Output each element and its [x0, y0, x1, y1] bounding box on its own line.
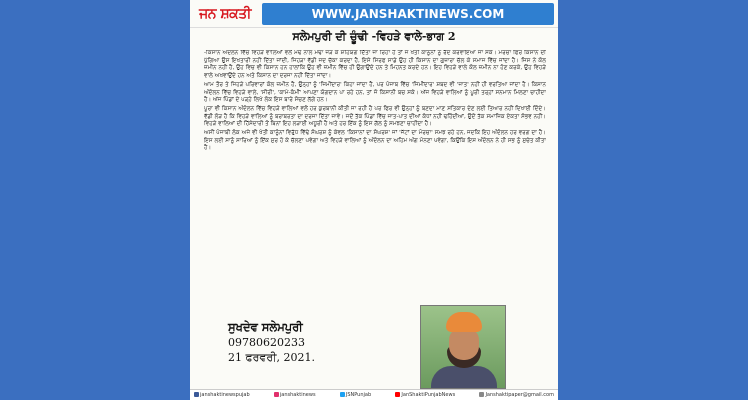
masthead: [190, 0, 558, 28]
article-paragraph: -ਕਿਸਾਨ ਅੰਦੋਲਨ ਵਿੱਚ ਵਿਹੜੇ ਵਾਲਿਆਂ ਵਲੋਂ ਮੋਢੇ ਨਾਲ ਮੋਢਾ ਜੋੜ ਕੇ ਸ਼ਹਿਯੋਗ ਦਿੱਤਾ ਜਾ ਰਿਹਾ ਹੈ ਤਾਂ ਜੋ ਖੇਤੀ ਕਾਨੂੰਨਾਂ ਨੂੰ ਰੱਦ ਕਰਵਾਇਆ ਜਾ ਸਕੇ। ਮੋਰਚਾ ਫਿਰ ਕਿਸਾਨ ਦੀ ਪੁੱਗਿਆ ਉਸ ਇਖਤਾਰੀ ਨਹੀਂ ਦਿੱਤਾ ਜਾਂਦੀ, ਜਿਹੜਾ ਵੱਡੀ ਜਦ ਚੱਕਾ ਕਰਦਾ ਹੈ, ਇਸੇ ਸਿਰਫ ਸਾਡੇ ਉਹ ਹੀ ਕਿਸਾਨ ਦਾ ਗੁਜ਼ਾਰਾ ਚੱਲ ਕੇ ਸਮਾਜ ਵਿੱਚ ਜਾਂਦਾ ਹੈ। ਜਿਸ ਨੇ ਕੋਲ ਜ਼ਮੀਨ ਨਹੀਂ ਹੈ, ਉਹ ਵਿਚ ਵੀ ਕਿਸਾਨ ਹਨ ਹਾਲਾਂਕਿ ਉਹ ਵੀ ਜ਼ਮੀਨ ਵਿੱਚ ਹੀ ਉਗਾਉਂਦੇ ਹਨ ਤੇ ਮਿਹਨਤ ਕਰਦੇ ਹਨ। ਇਹ ਵਿਹੜੇ ਵਾਲੇ ਕੋਲ ਜ਼ਮੀਨ ਨਾ ਹੋਣ ਕਰਕੇ, ਉਹ ਵਿਹੜੇ ਵਾਲੇ ਅਖਵਾਉਂਦੇ ਹਨ ਅਤੇ ਕਿਸਾਨ ਦਾ ਦਰਜਾ ਨਹੀਂ ਦਿੱਤਾ ਜਾਂਦਾ।: [204, 50, 546, 80]
facebook-icon: [194, 392, 199, 397]
article-title: ਸਲੇਮਪੁਰੀ ਦੀ ਚੂੰਢੀ -ਵਿਹੜੇ ਵਾਲੇ-ਭਾਗ 2: [292, 30, 456, 43]
publish-date: 21 ਫਰਵਰੀ, 2021.: [228, 351, 315, 364]
social-footer: [190, 389, 558, 400]
footer-item[interactable]: janshaktinewspujab: [194, 392, 250, 398]
footer-item[interactable]: JSNPunjab: [340, 392, 371, 398]
footer-item[interactable]: janshaktinews: [274, 392, 316, 398]
footer-item[interactable]: JanShaktiPunjabNews: [395, 392, 455, 398]
author-name: ਸੁਖਦੇਵ ਸਲੇਮਪੁਰੀ: [228, 320, 303, 334]
email-icon: [479, 392, 484, 397]
author-photo: [420, 305, 506, 389]
author-block: [228, 320, 315, 365]
article-body: [204, 50, 546, 298]
footer-item[interactable]: Janshaktipaper@gmail.com: [479, 392, 554, 398]
article-paragraph: ਪੂਰਾ ਵੀ ਕਿਸਾਨ ਅੰਦੋਲਨ ਵਿੱਚ ਵਿਹੜੇ ਵਾਲਿਆਂ ਵਲੋਂ ਹਰ ਕੁਰਬਾਨੀ ਕੀਤੀ ਜਾ ਰਹੀ ਹੈ ਪਰ ਫਿਰ ਵੀ ਉਨ੍ਹਾਂ ਨੂੰ ਬਣਦਾ ਮਾਣ ਸਤਿਕਾਰ ਦੇਣ ਲਈ ਤਿਆਰ ਨਹੀਂ ਦਿਖਾਈ ਦਿੰਦੇ। ਵੱਡੀ ਲੋੜ ਹੈ ਕਿ ਵਿਹੜੇ ਵਾਲਿਆਂ ਨੂੰ ਬਰਾਬਰਤਾ ਦਾ ਦਰਜਾ ਦਿੱਤਾ ਜਾਵੇ। ਜਦੋਂ ਤੱਕ ਪਿੰਡਾਂ ਵਿੱਚ ਜਾਤ-ਪਾਤ ਦੀਆਂ ਕੰਧਾਂ ਨਹੀਂ ਢਹਿੰਦੀਆਂ, ਉਦੋਂ ਤੱਕ ਸਮਾਜਿਕ ਏਕਤਾ ਸੰਭਵ ਨਹੀਂ। ਵਿਹੜੇ ਵਾਲਿਆਂ ਦੀ ਹਿੱਸੇਦਾਰੀ ਤੋਂ ਬਿਨਾਂ ਇਹ ਲੜਾਈ ਅਧੂਰੀ ਹੈ ਅਤੇ ਹਰ ਇੱਕ ਨੂੰ ਇਸ ਗੱਲ ਨੂੰ ਸਮਝਣਾ ਚਾਹੀਦਾ ਹੈ।: [204, 105, 546, 128]
youtube-icon: [395, 392, 400, 397]
newspaper-page: [190, 0, 558, 400]
author-phone: 09780620233: [228, 336, 305, 349]
article-paragraph: ਅਸੀਂ ਪੰਜਾਬੀ ਲੋਕ ਅਜੇ ਵੀ ਖੇਤੀ ਕਾਨੂੰਨਾਂ ਵਿਰੁੱਧ ਵਿੱਢੇ ਸੰਘਰਸ਼ ਨੂੰ ਕੇਵਲ 'ਕਿਸਾਨਾਂ ਦਾ ਸੰਘਰਸ਼' ਜਾਂ 'ਜੱਟਾਂ ਦਾ ਮੋਰਚਾ' ਸਮਝ ਰਹੇ ਹਨ, ਜਦਕਿ ਇਹ ਅੰਦੋਲਨ ਹਰ ਵਰਗ ਦਾ ਹੈ। ਇਸ ਲਈ ਸਾਨੂੰ ਸਾਰਿਆਂ ਨੂੰ ਇੱਕ ਸੁਰ ਹੋ ਕੇ ਚੱਲਣਾ ਪਵੇਗਾ ਅਤੇ ਵਿਹੜੇ ਵਾਲਿਆਂ ਨੂੰ ਅੰਦੋਲਨ ਦਾ ਅਹਿਮ ਅੰਗ ਮੰਨਣਾ ਪਵੇਗਾ, ਕਿਉਂਕਿ ਇਸ ਅੰਦੋਲਨ ਨੇ ਹੀ ਸਭ ਨੂੰ ਸੁਚੇਤ ਕੀਤਾ ਹੈ।: [204, 130, 546, 152]
twitter-icon: [340, 392, 345, 397]
article-paragraph: ਆਮ ਤੌਰ ਤੇ ਜਿਹੜੇ ਪਰਿਵਾਰਾਂ ਕੋਲ ਜ਼ਮੀਨ ਹੈ, ਉਨ੍ਹਾਂ ਨੂੰ 'ਜਿਮੀਂਦਾਰ' ਕਿਹਾ ਜਾਂਦਾ ਹੈ, ਪਰ ਪੰਜਾਬ ਵਿੱਚ 'ਜਿਮੀਂਦਾਰ' ਸ਼ਬਦ ਵੀ 'ਜਾਤ' ਨਹੀਂ ਹੀ ਵਰਤਿਆ ਜਾਂਦਾ ਹੈ। ਕਿਸਾਨ ਅੰਦੋਲਨ ਵਿੱਚ ਵਿਹੜੇ ਵਾਲੇ, 'ਸੀਰੀ', 'ਕਾਮੇ-ਕੰਮੀਂ' ਆਪਣਾ ਯੋਗਦਾਨ ਪਾ ਰਹੇ ਹਨ, ਤਾਂ ਜੋ ਕਿਸਾਨੀ ਬਚ ਸਕੇ। ਅੱਜ ਵਿਹੜੇ ਵਾਲਿਆਂ ਨੂੰ ਪੂਰੀ ਤਰ੍ਹਾਂ ਸਨਮਾਨ ਮਿਲਣਾ ਚਾਹੀਦਾ ਹੈ। ਅੱਜ ਪਿੰਡਾਂ ਦੇ ਪੜ੍ਹੇ ਲਿਖੇ ਲੋਕ ਇਸ ਬਾਰੇ ਸੋਚਣ ਲੱਗੇ ਹਨ।: [204, 81, 546, 104]
brand-logo: ਜਨ ਸ਼ਕਤੀ: [199, 5, 251, 22]
site-url-banner[interactable]: WWW.JANSHAKTINEWS.COM: [262, 3, 554, 25]
instagram-icon: [274, 392, 279, 397]
